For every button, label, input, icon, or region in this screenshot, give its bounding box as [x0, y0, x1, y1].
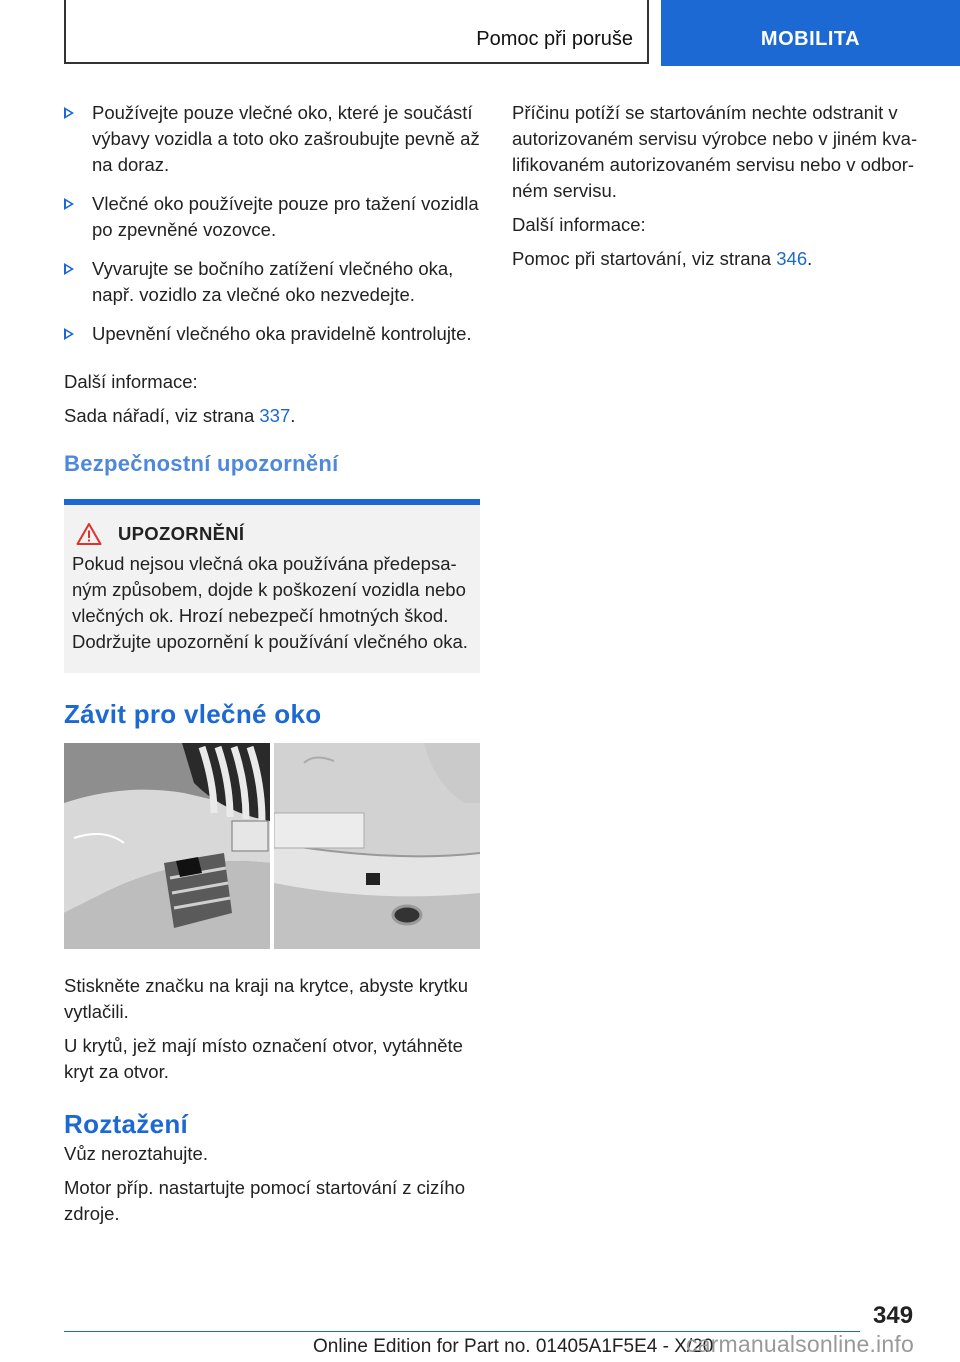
list-item: Vlečné oko používejte pouze pro tažení vozidla po zpevněné vozovce.: [64, 191, 480, 243]
warning-triangle-icon: [76, 522, 102, 546]
bullet-triangle-icon: [64, 328, 74, 340]
page-link-346[interactable]: 346: [776, 248, 808, 269]
tow-paragraph-1: Vůz neroztahujte.: [64, 1143, 208, 1164]
rear-bumper-illustration: [274, 743, 480, 949]
front-bumper-illustration: [64, 743, 270, 949]
footer-edition: Online Edition for Part no. 01405A1F5E4 - X/20: [313, 1336, 714, 1357]
list-item: Používejte pouze vlečné oko, které je součástí výbavy vozidla a toto oko zašroubujte pevně až na doraz.: [64, 100, 480, 178]
right-column: [512, 100, 928, 280]
heading-safety-notes: Bezpečnostní upozornění: [64, 451, 339, 476]
cross-reference: Pomoc při startování, viz strana 346.: [512, 248, 813, 269]
page-link-337[interactable]: 337: [259, 405, 291, 426]
tow-eye-cover-illustration: [64, 743, 480, 949]
bullet-triangle-icon: [64, 107, 74, 119]
header-section-title: Pomoc při poruše: [476, 28, 633, 50]
thread-paragraph-2: U krytů, jež mají místo označení otvor, vytáhněte kryt za otvor.: [64, 1035, 463, 1082]
cross-reference: Sada nářadí, viz strana 337.: [64, 405, 296, 426]
left-column: [64, 100, 480, 1235]
heading-tow-start: Roztažení: [64, 1109, 189, 1139]
header-frame: [64, 0, 649, 64]
tow-paragraph-2: Motor příp. nastartujte pomocí startování z cizího zdroje.: [64, 1177, 466, 1224]
list-item: Upevnění vlečného oka pravidelně kontrolujte.: [64, 321, 480, 347]
thread-paragraph-1: Stiskněte značku na kraji na krytce, abyste krytku vytlačili.: [64, 975, 469, 1022]
bullet-triangle-icon: [64, 198, 74, 210]
chapter-tab-label: MOBILITA: [760, 28, 861, 50]
more-info-label: Další informace:: [512, 214, 646, 235]
list-item: Vyvarujte se bočního zatížení vlečného oka, např. vozidlo za vlečné oko nezvedejte.: [64, 256, 480, 308]
bullet-triangle-icon: [64, 263, 74, 275]
more-info-label: Další informace:: [64, 371, 198, 392]
chapter-tab[interactable]: [661, 0, 960, 66]
right-paragraph-1: Příčinu potíží se startováním nechte odstranit v autorizovaném servisu výrobce nebo v jiném kvalifikovaném autorizovaném servisu nebo v odborném servisu.: [512, 102, 918, 201]
watermark: carmanualsonline.info: [686, 1331, 914, 1357]
bullet-list: [64, 100, 480, 347]
warning-box: [64, 499, 480, 673]
warning-text: Pokud nejsou vlečná oka používána předepsaným způsobem, dojde k poškození vozidla nebo vlečných ok. Hrozí nebezpečí hmotných škod. Dodržujte upozornění k používání vlečného oka.: [72, 553, 468, 652]
page-number: 349: [873, 1302, 914, 1329]
warning-title: UPOZORNĚNÍ: [118, 523, 245, 544]
heading-tow-thread: Závit pro vlečné oko: [64, 699, 322, 729]
